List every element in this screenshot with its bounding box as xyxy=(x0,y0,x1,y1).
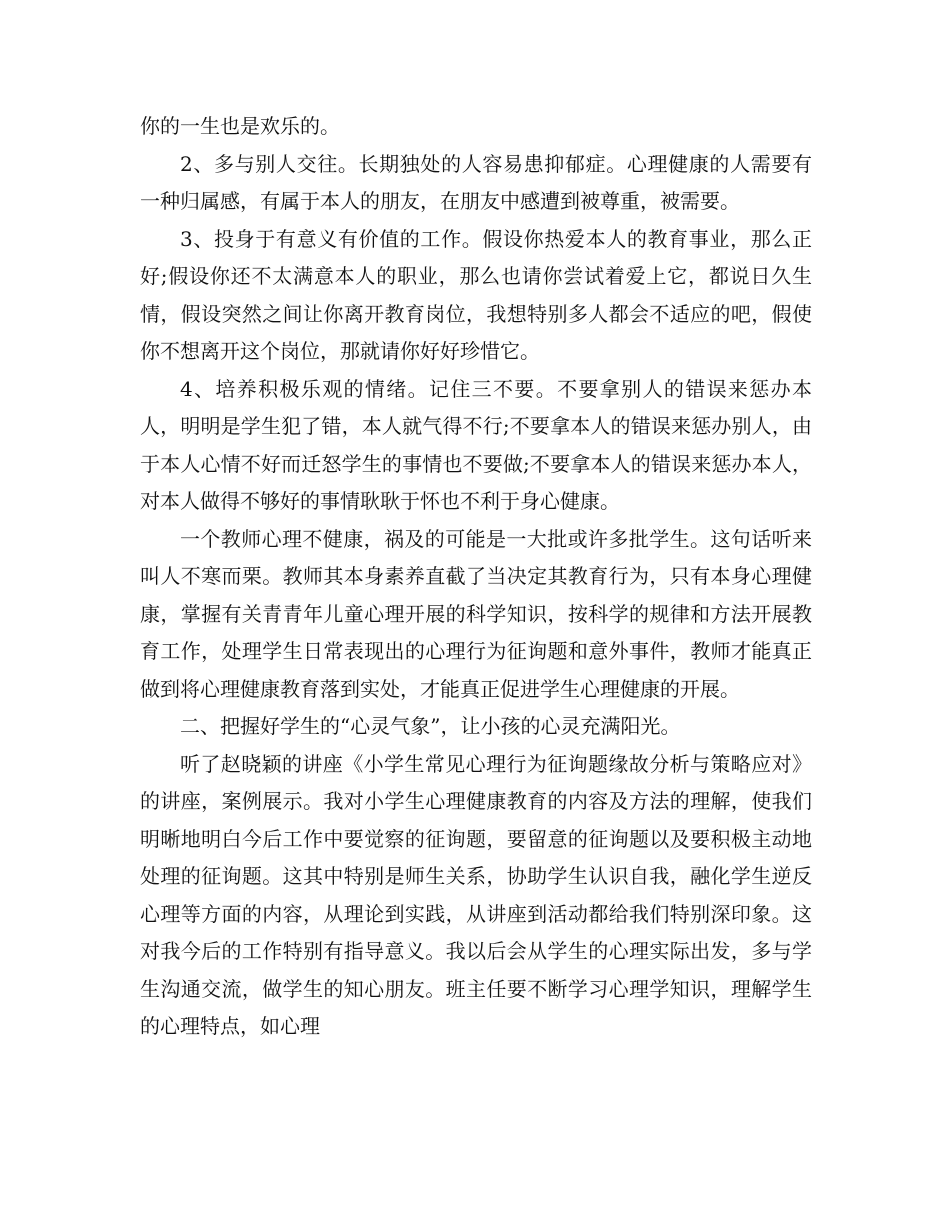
paragraph-item-4: 4、培养积极乐观的情绪。记住三不要。不要拿别人的错误来惩办本人，明明是学生犯了错，本人就气得不行;不要拿本人的错误来惩办别人，由于本人心情不好而迁怒学生的事情也不要做;不要拿本人的错误来惩办本人，对本人做得不够好的事情耿耿于怀也不利于身心健康。 xyxy=(140,376,812,513)
paragraph-lecture-reflection: 听了赵晓颖的讲座《小学生常见心理行为征询题缘故分析与策略应对》的讲座，案例展示。我对小学生心理健康教育的内容及方法的理解，使我们明晰地明白今后工作中要觉察的征询题，要留意的征询题以及要积极主动地处理的征询题。这其中特别是师生关系，协助学生认识自我，融化学生逆反心理等方面的内容，从理论到实践，从讲座到活动都给我们特别深印象。这对我今后的工作特别有指导意义。我以后会从学生的心理实际出发，多与学生沟通交流，做学生的知心朋友。班主任要不断学习心理学知识，理解学生的心理特点，如心理 xyxy=(140,751,812,1038)
paragraph-item-3: 3、投身于有意义有价值的工作。假设你热爱本人的教育事业，那么正好;假设你还不太满意本人的职业，那么也请你尝试着爱上它，都说日久生情，假设突然之间让你离开教育岗位，我想特别多人都会不适应的吧，假使你不想离开这个岗位，那就请你好好珍惜它。 xyxy=(140,226,812,363)
paragraph-continuation: 你的一生也是欢乐的。 xyxy=(140,114,340,138)
section-heading-two: 二、把握好学生的“心灵气象”，让小孩的心灵充满阳光。 xyxy=(180,714,681,738)
paragraph-item-2: 2、多与别人交往。长期独处的人容易患抑郁症。心理健康的人需要有一种归属感，有属于本人的朋友，在朋友中感遭到被尊重，被需要。 xyxy=(140,151,812,213)
document-body xyxy=(140,108,812,1046)
paragraph-teacher-health: 一个教师心理不健康，祸及的可能是一大批或许多批学生。这句话听来叫人不寒而栗。教师其本身素养直截了当决定其教育行为，只有本身心理健康，掌握有关青青年儿童心理开展的科学知识，按科学的规律和方法开展教育工作，处理学生日常表现出的心理行为征询题和意外事件，教师才能真正做到将心理健康教育落到实处，才能真正促进学生心理健康的开展。 xyxy=(140,526,812,701)
